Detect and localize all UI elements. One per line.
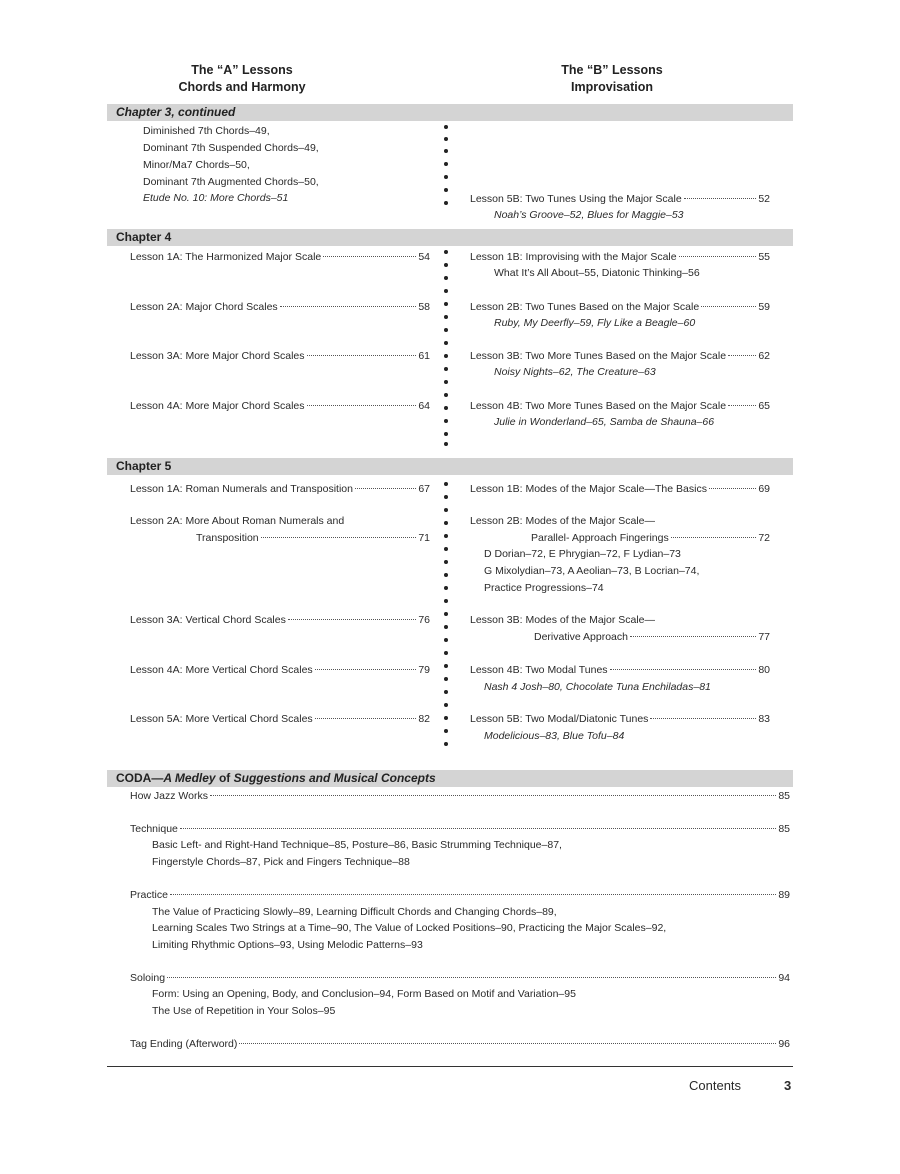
toc-page: 69 xyxy=(758,483,770,495)
separator-dot xyxy=(444,432,448,436)
separator-dot xyxy=(444,137,448,141)
ch5-lesson-2b-sub-1: D Dorian–72, E Phrygian–72, F Lydian–73 xyxy=(484,548,681,560)
toc-label: Practice xyxy=(130,889,168,901)
separator-dot xyxy=(444,367,448,371)
separator-dot xyxy=(444,729,448,733)
chapter-5-band-label: Chapter 5 xyxy=(116,459,172,473)
dot-leader xyxy=(630,636,756,637)
dot-leader xyxy=(679,256,757,257)
ch4-lesson-3a[interactable] xyxy=(130,348,430,364)
ch3-a-item-3: Minor/Ma7 Chords–50, xyxy=(143,159,250,171)
separator-dot xyxy=(444,690,448,694)
toc-page: 79 xyxy=(418,664,430,676)
footer-label: Contents xyxy=(689,1078,742,1093)
dot-leader xyxy=(315,669,417,670)
separator-dot xyxy=(444,560,448,564)
toc-label: Lesson 3A: Vertical Chord Scales xyxy=(130,614,286,626)
toc-page: 64 xyxy=(418,400,430,412)
header-b-title: The “B” Lessons xyxy=(561,63,663,77)
dot-leader xyxy=(709,488,756,489)
toc-page: 96 xyxy=(778,1038,790,1050)
dot-leader xyxy=(728,355,756,356)
toc-page: 82 xyxy=(418,713,430,725)
toc-label: Lesson 4B: Two Modal Tunes xyxy=(470,664,608,676)
separator-dot xyxy=(444,289,448,293)
toc-label: Lesson 3B: Two More Tunes Based on the Major Scale xyxy=(470,350,727,362)
toc-label: Lesson 1B: Modes of the Major Scale—The Basics xyxy=(470,483,707,495)
coda-band-a: CODA— xyxy=(116,771,164,785)
ch5-lesson-3b[interactable] xyxy=(534,629,770,645)
toc-label: Lesson 3A: More Major Chord Scales xyxy=(130,350,305,362)
ch3-a-item-1: Diminished 7th Chords–49, xyxy=(143,125,270,137)
header-a-subtitle: Chords and Harmony xyxy=(178,80,306,94)
ch4-lesson-2b[interactable] xyxy=(470,299,770,315)
toc-page: 59 xyxy=(758,301,770,313)
toc-label: Lesson 1B: Improvising with the Major Scale xyxy=(470,251,677,263)
dot-leader xyxy=(180,828,776,829)
ch5-lesson-2b-sub-2: G Mixolydian–73, A Aeolian–73, B Locrian–74, xyxy=(484,565,700,577)
dot-leader xyxy=(671,537,757,538)
ch3-a-item-4: Dominant 7th Augmented Chords–50, xyxy=(143,176,319,188)
toc-page: 54 xyxy=(418,251,430,263)
separator-dot xyxy=(444,508,448,512)
dot-leader xyxy=(728,405,756,406)
separator-dot xyxy=(444,302,448,306)
separator-dot xyxy=(444,162,448,166)
toc-label: Lesson 1A: Roman Numerals and Transposition xyxy=(130,483,353,495)
toc-page: 76 xyxy=(418,614,430,626)
separator-dot xyxy=(444,201,448,205)
coda-soloing-sub-1: Form: Using an Opening, Body, and Conclusion–94, Form Based on Motif and Variation–95 xyxy=(152,988,576,1000)
toc-label: Lesson 4A: More Vertical Chord Scales xyxy=(130,664,313,676)
ch5-lesson-2b-line1: Lesson 2B: Modes of the Major Scale— xyxy=(470,515,656,527)
separator-dot xyxy=(444,406,448,410)
separator-dot xyxy=(444,612,448,616)
toc-page: 58 xyxy=(418,301,430,313)
chapter-4-band-label: Chapter 4 xyxy=(116,230,172,244)
coda-how-jazz-works[interactable] xyxy=(130,788,790,804)
toc-page: 77 xyxy=(758,631,770,643)
ch4-lesson-1b-sub: What It’s All About–55, Diatonic Thinking–56 xyxy=(494,267,700,279)
separator-dot xyxy=(444,263,448,267)
coda-band-d: Suggestions and Musical Concepts xyxy=(233,771,436,785)
toc-page: 61 xyxy=(418,350,430,362)
separator-dot xyxy=(444,341,448,345)
ch5-lesson-2b[interactable] xyxy=(531,530,770,546)
separator-dot xyxy=(444,393,448,397)
chapter-4-band xyxy=(107,229,793,246)
ch5-lesson-2a-line1: Lesson 2A: More About Roman Numerals and xyxy=(130,515,345,527)
ch4-lesson-3b[interactable] xyxy=(470,348,770,364)
coda-practice-sub-2: Learning Scales Two Strings at a Time–90, The Value of Locked Positions–90, Practicing the Major Scales–92, xyxy=(152,922,667,934)
dot-leader xyxy=(307,405,417,406)
ch5-lesson-5b-sub: Modelicious–83, Blue Tofu–84 xyxy=(484,730,625,742)
ch5-lesson-2a[interactable] xyxy=(196,530,430,546)
toc-page: 80 xyxy=(758,664,770,676)
separator-dot xyxy=(444,534,448,538)
toc-label: Soloing xyxy=(130,972,166,984)
toc-label: Transposition xyxy=(196,532,259,544)
separator-dot xyxy=(444,495,448,499)
ch3-b-sub: Noah’s Groove–52, Blues for Maggie–53 xyxy=(494,209,684,221)
ch5-lesson-2b-sub-3: Practice Progressions–74 xyxy=(484,582,604,594)
ch5-lesson-3b-line1: Lesson 3B: Modes of the Major Scale— xyxy=(470,614,656,626)
separator-dot xyxy=(444,149,448,153)
separator-dot xyxy=(444,742,448,746)
toc-label: How Jazz Works xyxy=(130,790,208,802)
coda-tag-ending[interactable] xyxy=(130,1036,790,1052)
ch4-lesson-1a[interactable] xyxy=(130,249,430,265)
dot-leader xyxy=(307,355,417,356)
ch3-a-item-5: Etude No. 10: More Chords–51 xyxy=(143,192,289,204)
ch5-lesson-3a[interactable] xyxy=(130,612,430,628)
coda-band-c: of xyxy=(218,771,231,785)
header-a-title: The “A” Lessons xyxy=(191,63,293,77)
coda-technique[interactable] xyxy=(130,821,790,837)
toc-page: 52 xyxy=(758,193,770,205)
toc-page: 89 xyxy=(778,889,790,901)
ch5-lesson-4b[interactable] xyxy=(470,662,770,678)
toc-page: 65 xyxy=(758,400,770,412)
toc-page: 55 xyxy=(758,251,770,263)
toc-label: Lesson 4B: Two More Tunes Based on the Major Scale xyxy=(470,400,727,412)
coda-soloing[interactable] xyxy=(130,970,790,986)
separator-dot xyxy=(444,599,448,603)
toc-page: 94 xyxy=(778,972,790,984)
coda-technique-sub-2: Fingerstyle Chords–87, Pick and Fingers Technique–88 xyxy=(152,856,410,868)
dot-leader xyxy=(210,795,776,796)
dot-leader xyxy=(684,198,757,199)
separator-dot xyxy=(444,419,448,423)
chapter-3-band-prefix: Chapter 3, xyxy=(116,105,175,119)
dot-leader xyxy=(355,488,416,489)
coda-soloing-sub-2: The Use of Repetition in Your Solos–95 xyxy=(152,1005,336,1017)
separator-dot xyxy=(444,586,448,590)
ch4-lesson-4a[interactable] xyxy=(130,398,430,414)
separator-dot xyxy=(444,175,448,179)
toc-label: Derivative Approach xyxy=(534,631,628,643)
toc-page: 62 xyxy=(758,350,770,362)
dot-leader xyxy=(610,669,757,670)
separator-dot xyxy=(444,664,448,668)
separator-dot xyxy=(444,442,448,446)
separator-dot xyxy=(444,547,448,551)
dot-leader xyxy=(261,537,417,538)
separator-dot xyxy=(444,677,448,681)
header-b-subtitle: Improvisation xyxy=(571,80,653,94)
dot-leader xyxy=(650,718,756,719)
ch4-lesson-4b-sub: Julie in Wonderland–65, Samba de Shauna–66 xyxy=(494,416,715,428)
toc-label: Lesson 2A: Major Chord Scales xyxy=(130,301,278,313)
dot-leader xyxy=(701,306,756,307)
separator-dot xyxy=(444,380,448,384)
toc-label: Tag Ending (Afterword) xyxy=(130,1038,238,1050)
ch5-lesson-5b[interactable] xyxy=(470,711,770,727)
toc-page: 85 xyxy=(778,823,790,835)
toc-label: Lesson 5B: Two Tunes Using the Major Scale xyxy=(470,193,682,205)
chapter-5-band xyxy=(107,458,793,475)
ch4-lesson-4b[interactable] xyxy=(470,398,770,414)
chapter-3-band-suffix: continued xyxy=(178,105,236,119)
ch4-lesson-2b-sub: Ruby, My Deerfly–59, Fly Like a Beagle–60 xyxy=(494,317,696,329)
toc-page: 83 xyxy=(758,713,770,725)
ch4-lesson-1b[interactable] xyxy=(470,249,770,265)
toc-label: Lesson 5A: More Vertical Chord Scales xyxy=(130,713,313,725)
toc-label: Technique xyxy=(130,823,178,835)
header-b xyxy=(492,62,732,96)
separator-dot xyxy=(444,521,448,525)
separator-dot xyxy=(444,276,448,280)
coda-practice-sub-3: Limiting Rhythmic Options–93, Using Melodic Patterns–93 xyxy=(152,939,423,951)
footer-page-number: 3 xyxy=(784,1078,792,1093)
toc-label: Lesson 5B: Two Modal/Diatonic Tunes xyxy=(470,713,649,725)
separator-dot xyxy=(444,482,448,486)
ch3-b-lesson-5b[interactable] xyxy=(470,191,770,207)
separator-dot xyxy=(444,328,448,332)
chapter-3-band xyxy=(107,104,793,121)
separator-dot xyxy=(444,125,448,129)
coda-practice-sub-1: The Value of Practicing Slowly–89, Learning Difficult Chords and Changing Chords–89, xyxy=(152,906,557,918)
separator-dot xyxy=(444,188,448,192)
coda-band-b: A Medley xyxy=(163,771,216,785)
toc-page: 71 xyxy=(418,532,430,544)
toc-page: 72 xyxy=(758,532,770,544)
ch5-lesson-1b[interactable] xyxy=(470,481,770,497)
coda-practice[interactable] xyxy=(130,887,790,903)
toc-page: 67 xyxy=(418,483,430,495)
dot-leader xyxy=(288,619,416,620)
separator-dot xyxy=(444,625,448,629)
ch3-a-item-2: Dominant 7th Suspended Chords–49, xyxy=(143,142,319,154)
ch5-lesson-4a[interactable] xyxy=(130,662,430,678)
toc-label: Lesson 1A: The Harmonized Major Scale xyxy=(130,251,322,263)
coda-band xyxy=(107,770,793,787)
ch5-lesson-4b-sub: Nash 4 Josh–80, Chocolate Tuna Enchiladas–81 xyxy=(484,681,711,693)
toc-label: Lesson 4A: More Major Chord Scales xyxy=(130,400,305,412)
separator-dot xyxy=(444,354,448,358)
separator-dot xyxy=(444,703,448,707)
toc-label: Lesson 2B: Two Tunes Based on the Major Scale xyxy=(470,301,700,313)
separator-dot xyxy=(444,250,448,254)
separator-dot xyxy=(444,315,448,319)
ch4-lesson-3b-sub: Noisy Nights–62, The Creature–63 xyxy=(494,366,656,378)
coda-technique-sub-1: Basic Left- and Right-Hand Technique–85, Posture–86, Basic Strumming Technique–87, xyxy=(152,839,562,851)
header-a xyxy=(122,62,362,96)
separator-dot xyxy=(444,638,448,642)
ch4-lesson-2a[interactable] xyxy=(130,299,430,315)
toc-page: 85 xyxy=(778,790,790,802)
dot-leader xyxy=(315,718,417,719)
bottom-rule xyxy=(107,1066,793,1067)
ch5-lesson-5a[interactable] xyxy=(130,711,430,727)
separator-dot xyxy=(444,573,448,577)
dot-leader xyxy=(323,256,416,257)
separator-dot xyxy=(444,651,448,655)
toc-label: Parallel- Approach Fingerings xyxy=(531,532,669,544)
dot-leader xyxy=(280,306,417,307)
ch5-lesson-1a[interactable] xyxy=(130,481,430,497)
separator-dot xyxy=(444,716,448,720)
dot-leader xyxy=(170,894,776,895)
dot-leader xyxy=(239,1043,776,1044)
dot-leader xyxy=(167,977,776,978)
